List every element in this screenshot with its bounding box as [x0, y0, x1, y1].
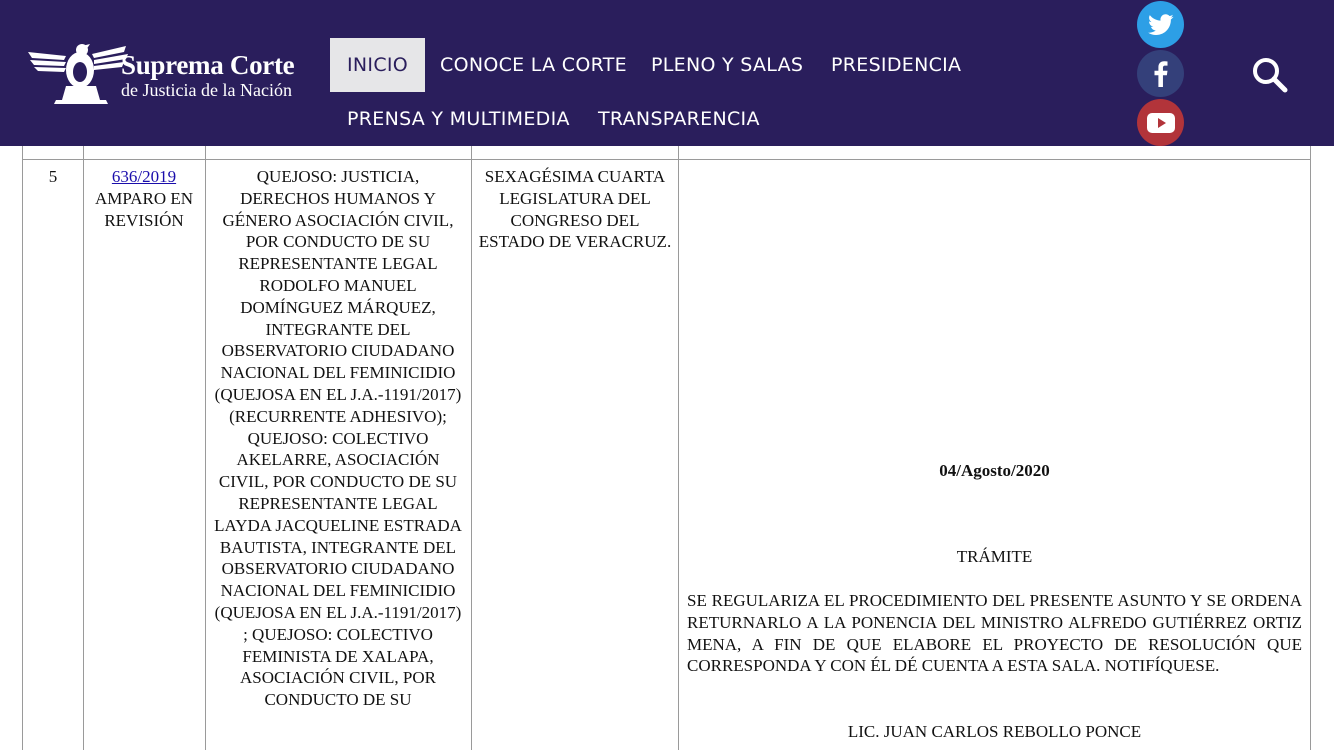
table-border — [678, 146, 679, 750]
twitter-button[interactable] — [1137, 1, 1184, 48]
table-border — [22, 146, 23, 750]
table-border — [471, 146, 472, 750]
autoridad-cell: SEXAGÉSIMA CUARTA LEGISLATURA DEL CONGRESO DEL ESTADO DE VERACRUZ. — [478, 167, 672, 252]
nav-conoce-la-corte[interactable]: CONOCE LA CORTE — [440, 54, 627, 76]
facebook-button[interactable] — [1137, 50, 1184, 97]
case-link[interactable]: 636/2019 — [111, 167, 177, 186]
scjn-logo[interactable] — [26, 40, 296, 108]
row-divider — [22, 159, 1311, 160]
nav-prensa-y-multimedia[interactable]: PRENSA Y MULTIMEDIA — [347, 108, 570, 130]
acuerdos-table — [0, 146, 1334, 750]
logo-title: Suprema Corte — [121, 50, 295, 80]
logo-subtitle: de Justicia de la Nación — [121, 80, 292, 100]
acuerdo-status: TRÁMITE — [956, 547, 1033, 566]
row-number: 5 — [48, 167, 58, 186]
twitter-icon — [1148, 14, 1174, 36]
youtube-icon — [1147, 113, 1175, 133]
nav-transparencia[interactable]: TRANSPARENCIA — [598, 108, 760, 130]
nav-pleno-y-salas[interactable]: PLENO Y SALAS — [651, 54, 804, 76]
search-icon — [1250, 55, 1290, 95]
case-type: AMPARO EN REVISIÓN — [94, 188, 194, 230]
case-cell — [86, 166, 202, 231]
table-border — [1310, 146, 1311, 750]
nav-presidencia[interactable]: PRESIDENCIA — [831, 54, 962, 76]
acuerdo-text: SE REGULARIZA EL PROCEDIMIENTO DEL PRESENTE ASUNTO Y SE ORDENA RETURNARLO A LA PONENCIA DEL MINISTRO ALFREDO GUTIÉRREZ ORTIZ MENA, A FIN DE QUE ELABORE EL PROYECTO DE RESOLUCIÓN QUE CORRESPONDA Y CON ÉL DÉ CUENTA A ESTA SALA. NOTIFÍQUESE. — [687, 591, 1302, 676]
table-border — [83, 146, 84, 750]
acuerdo-date: 04/Agosto/2020 — [939, 461, 1050, 480]
logo-text — [121, 50, 294, 100]
quejoso-cell: QUEJOSO: JUSTICIA, DERECHOS HUMANOS Y GÉNERO ASOCIACIÓN CIVIL, POR CONDUCTO DE SU REPRESENTANTE LEGAL RODOLFO MANUEL DOMÍNGUEZ MÁRQUEZ, INTEGRANTE DEL OBSERVATORIO CIUDADANO NACIONAL DEL FEMINICIDIO (QUEJOSA EN EL J.A.-1191/2017) (RECURRENTE ADHESIVO); QUEJOSO: COLECTIVO AKELARRE, ASOCIACIÓN CIVIL, POR CONDUCTO DE SU REPRESENTANTE LEGAL LAYDA JACQUELINE ESTRADA BAUTISTA, INTEGRANTE DEL OBSERVATORIO CIUDADANO NACIONAL DEL FEMINICIDIO (QUEJOSA EN EL J.A.-1191/2017) ; QUEJOSO: COLECTIVO FEMINISTA DE XALAPA, ASOCIACIÓN CIVIL, POR CONDUCTO DE SU — [214, 167, 462, 710]
nav-inicio[interactable]: INICIO — [330, 38, 425, 92]
search-button[interactable] — [1250, 55, 1290, 95]
eagle-emblem-icon — [26, 40, 136, 108]
facebook-icon — [1154, 61, 1168, 87]
acuerdo-signature: LIC. JUAN CARLOS REBOLLO PONCE — [847, 722, 1142, 741]
site-header — [0, 0, 1334, 146]
table-border — [205, 146, 206, 750]
youtube-button[interactable] — [1137, 99, 1184, 146]
